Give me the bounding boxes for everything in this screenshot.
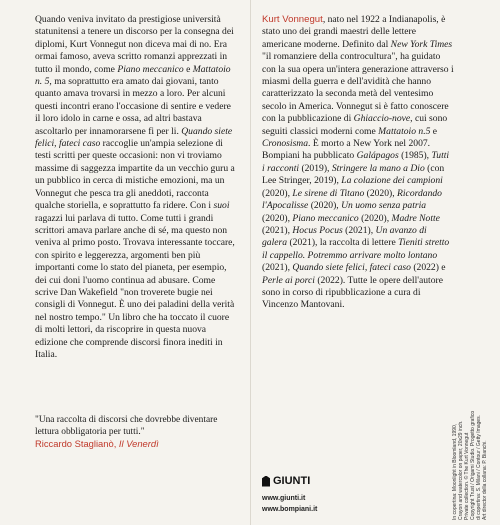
publisher-logo	[262, 475, 310, 487]
quote-text: "Una raccolta di discorsi che dovrebbe diventare lettura obbligatoria per tutti."	[35, 415, 218, 437]
url-bompiani[interactable]: www.bompiani.it	[262, 506, 318, 513]
blurb-text: Quando veniva invitato da prestigiose università statunitensi a tenere un discorso per la consegna dei diplomi, Kurt Vonnegut non diceva mai di no. Era ormai famoso, aveva scritto romanzi apprezzati in tutto il mondo, come Piano meccanico e Mattatoio n. 5, ma soprattutto era amato dai giovani, tanto quanto amava trovarsi in mezzo a loro. Per alcuni questi incontri erano l'occasione di sentire e vedere il loro idolo in carne e ossa, ad altri bastava ascoltarlo per innamorarsene fi per li. Quando siete felici, fateci caso raccoglie un'ampia selezione di testi scritti per queste occasioni: non vi troviamo massime di saggezza impartite da un vecchio guru a un pubblico in cerca di mistiche emozioni, ma un Vonnegut che pesca tra gli aneddoti, racconta qualche storiella, e soprattutto fa ridere. Con i suoi ragazzi lui parlava di tutto. Come tutti i grandi scrittori amava parlare anche di sé, ma questo non veniva al primo posto. Trovava interessante toccare, con spirito e leggerezza, argomenti ben più importanti come lo stato del pianeta, per esempio, dei cui doni l'uomo continua ad abusare. Come scrive Dan Wakefield "non troverete bugie nei consigli di Vonnegut. È uno dei paladini della verità nel nostro tempo." Un libro che ha toccato il cuore di molti lettori, da riscoprire in questa nuova edizione che comprende discorsi finora inediti in Italia.	[35, 14, 235, 360]
cover-credits	[452, 410, 488, 520]
author-bio-column	[262, 14, 454, 312]
author-name: Kurt Vonnegut	[262, 14, 323, 25]
author-bio: Kurt Vonnegut, nato nel 1922 a Indianapolis, è stato uno dei grandi maestri delle lettere americane moderne. Definito dal New York Times "il romanziere della controcultura", ha guidato con la sua opera un'intera generazione attraverso i miasmi della guerra e dell'avidità che hanno caratterizzato la seconda metà del ventesimo secolo in America. Vonnegut si è fatto conoscere con la pubblicazione di Ghiaccio-nove, cui sono seguiti classici moderni come Mattatoio n.5 e Cronosisma. È morto a New York nel 2007. Bompiani ha pubblicato Galápagos (1985), Tutti i racconti (2019), Stringere la mano a Dio (con Lee Stringer, 2019), La colazione dei campioni (2020), Le sirene di Titano (2020), Ricordando l'Apocalisse (2020), Un uomo senza patria (2020), Piano meccanico (2020), Madre Notte (2021), Hocus Pocus (2021), Un avanzo di galera (2021), la raccolta di lettere Tieniti stretto il cappello. Potremmo arrivare molto lontano (2021), Quando siete felici, fateci caso (2022) e Perle ai porci (2022). Tutte le opere dell'autore sono in corso di ripubblicazione a cura di Vincenzo Mantovani.	[262, 14, 454, 311]
center-divider	[250, 0, 251, 525]
cover-credits-text: In copertina: Moonlight in Bloomland, 1990, Crayon and watercolor on paper, 20x29 inch. Private collection. © The Kurt Vonnegut Copyright Trust / Origami Studio. Progetto grafico di copertina: S. Milani / Contour / Getty Images. Art director della collana: P. Bianchi.	[452, 410, 488, 520]
giunti-logo-icon	[262, 476, 270, 487]
url-giunti[interactable]: www.giunti.it	[262, 495, 306, 502]
publisher-urls	[262, 493, 317, 515]
review-quote	[35, 414, 240, 450]
publisher-logo-text: GIUNTI	[273, 475, 311, 487]
quote-source: Riccardo Staglianò, Il Venerdì	[35, 438, 159, 449]
blurb-column	[35, 14, 238, 361]
